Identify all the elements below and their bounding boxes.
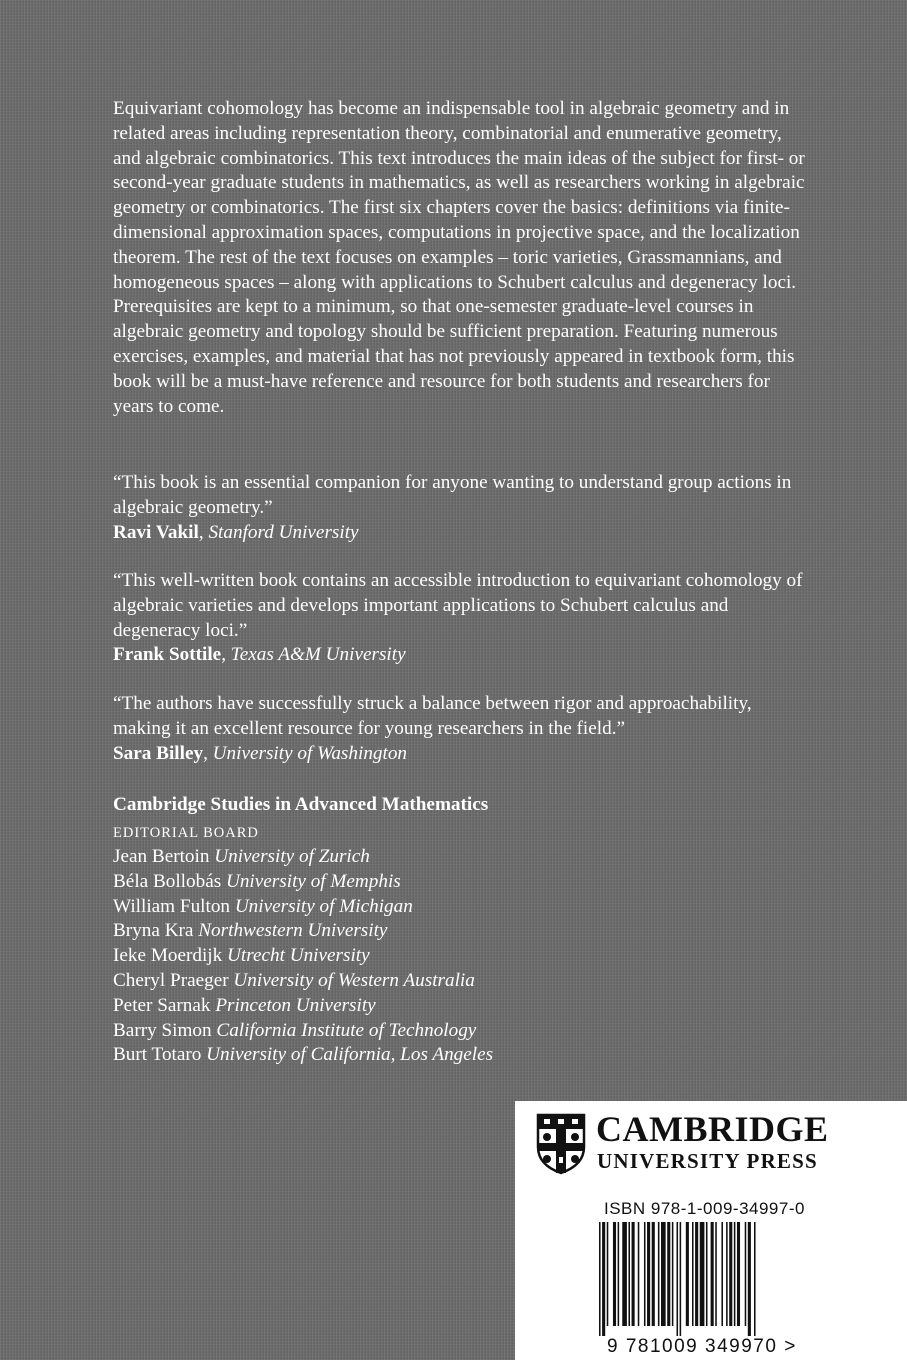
board-member [113,994,713,1019]
barcode-digits: 9 781009 349970 > [607,1336,797,1357]
barcode-bar [661,1222,666,1326]
board-member [113,919,713,944]
barcode-bar [658,1222,660,1326]
barcode-bar [700,1222,705,1326]
barcode-icon [597,1222,819,1336]
member-name: William Fulton [113,895,231,917]
member-institution: University of Memphis [225,870,401,892]
endorsement-quote: “This well-written book contains an accessible introduction to equivariant cohomology of algebraic varieties and develops important applications to Schubert calculus and degeneracy loci.” Frank Sottile, Texas A&M University [113,570,803,666]
cambridge-shield-logo-icon [536,1113,586,1175]
barcode-bar [748,1222,751,1336]
board-member [113,1043,713,1068]
board-member [113,1019,713,1044]
member-name: Barry Simon [113,1019,212,1041]
member-name: Burt Totaro [113,1044,202,1066]
member-name: Peter Sarnak [113,994,211,1016]
editorial-board-list [113,845,713,1068]
endorser-name: Frank Sottile [113,644,222,666]
barcode-bar [599,1222,601,1336]
member-institution: Northwestern University [198,920,388,942]
barcode-bar [607,1222,609,1326]
barcode-bar [638,1222,640,1326]
publisher-name: CAMBRIDGE [596,1109,829,1149]
barcode-bar [622,1222,627,1326]
member-institution: University of Michigan [234,895,413,917]
member-name: Bryna Kra [113,920,194,942]
barcode-bar [652,1222,655,1326]
barcode-bar [686,1222,689,1326]
barcode-bar [734,1222,736,1326]
barcode-bar [632,1222,635,1326]
barcode-bar [602,1222,605,1336]
barcode-bar [706,1222,708,1326]
endorser-name: Ravi Vakil [113,521,199,543]
member-name: Jean Bertoin [113,846,210,867]
barcode-bar [628,1222,630,1326]
barcode-bar [680,1222,682,1336]
barcode-bar [647,1222,650,1326]
publisher-subname: UNIVERSITY PRESS [597,1149,818,1173]
publisher-panel [515,1101,907,1360]
member-institution: Princeton University [215,994,376,1016]
barcode-bar [677,1222,679,1336]
board-member [113,845,713,870]
board-member [113,870,713,895]
barcode-bar [711,1222,714,1326]
barcode-bar [618,1222,620,1326]
member-institution: University of Zurich [214,846,370,867]
barcode-bar [692,1222,694,1326]
editorial-board-heading: EDITORIAL BOARD [113,825,259,841]
member-institution: University of Western Australia [233,969,475,991]
isbn-label: ISBN 978-1-009-34997-0 [604,1199,805,1218]
barcode-bar [667,1222,670,1326]
member-name: Béla Bollobás [113,870,222,892]
quote-text: “The authors have successfully struck a balance between rigor and approachability, making it an excellent resource for young researchers in the field.” [113,693,752,739]
barcode-bar [726,1222,728,1326]
endorsement-quote: “The authors have successfully struck a balance between rigor and approachability, making it an excellent resource for young researchers in the field.” Sara Billey, University of Washington [113,693,752,764]
endorser-affiliation: University of Washington [212,742,408,764]
member-institution: Utrecht University [227,945,370,967]
barcode-bar [754,1222,756,1336]
endorser-affiliation: Stanford University [208,521,359,543]
series-title: Cambridge Studies in Advanced Mathematics [113,794,489,815]
board-member [113,944,713,969]
barcode-bar [729,1222,732,1326]
board-member [113,969,713,994]
endorser-affiliation: Texas A&M University [230,644,406,666]
book-description: Equivariant cohomology has become an indispensable tool in algebraic geometry and in related areas including representation theory, combinatorial and enumerative geometry, and algebraic combinatorics. This text introduces the main ideas of the subject for first- or second-year graduate students in mathematics, as well as researchers working in algebraic geometry or combinatorics. The first six chapters cover the basics: definitions via finite-dimensional approximation spaces, computations in projective space, and the localization theorem. The rest of the text focuses on examples – toric varieties, Grassmannians, and homogeneous spaces – along with applications to Schubert calculus and degeneracy loci. Prerequisites are kept to a minimum, so that one-semester graduate-level courses in algebraic geometry and topology should be sufficient preparation. Featuring numerous exercises, examples, and material that has not previously appeared in textbook form, this book will be a must-have reference and resource for both students and researchers for years to come. [113,98,805,417]
quote-text: “This well-written book contains an accessible introduction to equivariant cohomology of algebraic varieties and develops important applications to Schubert calculus and degeneracy loci.” [113,570,803,641]
member-institution: University of California, Los Angeles [206,1044,494,1066]
board-member [113,895,713,920]
barcode-bar [721,1222,723,1326]
barcode-bar [745,1222,747,1326]
barcode-bar [715,1222,717,1326]
member-institution: California Institute of Technology [216,1019,477,1041]
barcode-bar [695,1222,698,1326]
endorser-name: Sara Billey [113,742,204,764]
barcode-bar [672,1222,674,1326]
member-name: Cheryl Praeger [113,969,229,991]
barcode-bar [613,1222,616,1326]
quote-text: “This book is an essential companion for anyone wanting to understand group actions in algebraic geometry.” [113,472,792,518]
member-name: Ieke Moerdijk [113,945,223,967]
endorsement-quote: “This book is an essential companion for anyone wanting to understand group actions in algebraic geometry.” Ravi Vakil, Stanford University [113,472,792,543]
barcode-bar [644,1222,646,1326]
barcode-bar [737,1222,740,1326]
